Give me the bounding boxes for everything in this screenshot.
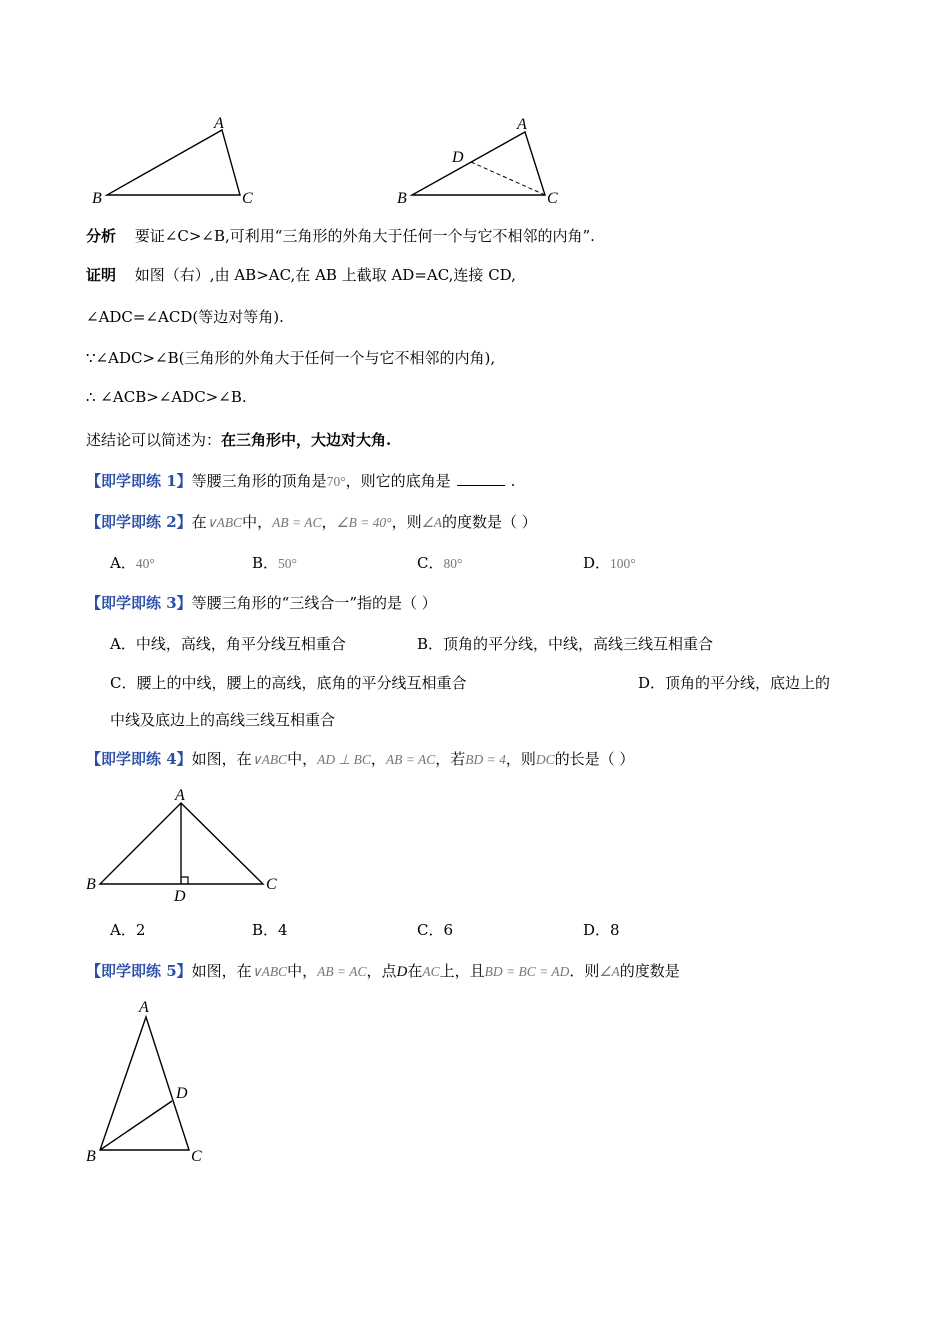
analysis-text: 要证∠C>∠B,可利用“三角形的外角大于任何一个与它不相邻的内角”. <box>134 227 595 245</box>
exercise-3-option-d[interactable]: D．顶角的平分线，底边上的 <box>638 674 831 692</box>
exercise-4-target: DC <box>535 752 555 767</box>
exercise-3-option-c[interactable]: C．腰上的中线，腰上的高线，底角的平分线互相重合 <box>110 674 467 692</box>
fig2-label-d: D <box>452 149 464 166</box>
exercise-4-text: 如图，在 <box>191 750 252 768</box>
exercise-2-condition-2: ∠B = 40° <box>336 515 392 530</box>
exercise-3-option-b[interactable]: B．顶角的平分线，中线，高线三线互相重合 <box>417 635 714 653</box>
fig2-label-c: C <box>547 190 558 207</box>
exercise-4-text: 中， <box>287 750 318 768</box>
exercise-1-tag: 【即学即练 1】 <box>86 472 192 490</box>
proof-text-1: 如图（右）,由 AB>AC,在 AB 上截取 AD=AC,连接 CD, <box>134 266 516 284</box>
exercise-1-end: . <box>510 472 516 490</box>
option-value: 40° <box>135 556 155 571</box>
exercise-3-tag: 【即学即练 3】 <box>86 594 192 612</box>
exercise-5-triangle: ∨ABC <box>251 964 288 979</box>
exercise-4-text: ， <box>370 750 386 768</box>
option-value: 2 <box>135 921 146 939</box>
option-value: 4 <box>278 921 288 939</box>
exercise-2-text: 在 <box>191 513 207 531</box>
exercise-2-tag: 【即学即练 2】 <box>86 513 192 531</box>
exercise-3-option-d-cont: 中线及底边上的高线三线互相重合 <box>110 711 336 729</box>
option-value: 50° <box>278 556 297 571</box>
exercise-4-text: ，则 <box>505 750 536 768</box>
fig3-label-b: B <box>86 876 96 893</box>
exercise-5-text: ，点 <box>366 962 397 980</box>
option-label: A． <box>110 554 136 572</box>
exercise-2-target: ∠A <box>421 515 442 530</box>
option-value: 100° <box>610 556 636 571</box>
exercise-5-segment: AC <box>422 964 440 979</box>
exercise-5-text: ．则 <box>569 962 600 980</box>
exercise-5-condition-1: AB = AC <box>317 964 367 979</box>
option-label: C． <box>417 554 444 572</box>
fig3-label-c: C <box>266 876 277 893</box>
exercise-4-triangle: ∨ABC <box>251 752 288 767</box>
fig2-label-b: B <box>397 190 407 207</box>
proof-line-4: ∴ ∠ACB>∠ADC>∠B. <box>86 388 247 406</box>
exercise-5-target: ∠A <box>599 964 620 979</box>
conclusion-prefix: 述结论可以简述为： <box>86 431 222 449</box>
option-label: B． <box>252 921 279 939</box>
exercise-5-text: 在 <box>407 962 423 980</box>
exercise-5-text: 上，且 <box>439 962 485 980</box>
exercise-4-condition-2: AB = AC <box>385 752 436 767</box>
proof-line-3: ∵∠ADC>∠B(三角形的外角大于任何一个与它不相邻的内角), <box>86 349 496 367</box>
proof-line-2: ∠ADC=∠ACD(等边对等角). <box>86 308 284 326</box>
exercise-2-condition-1: AB = AC <box>272 515 322 530</box>
option-label: D． <box>583 554 611 572</box>
fig4-label-d: D <box>176 1085 188 1102</box>
exercise-4-tag: 【即学即练 4】 <box>86 750 192 768</box>
fig3-label-d: D <box>174 888 186 905</box>
fig1-label-b: B <box>92 190 102 207</box>
option-label: C． <box>417 921 444 939</box>
exercise-1-angle: 70° <box>326 474 346 489</box>
exercise-4-text: ，若 <box>435 750 466 768</box>
option-value: 80° <box>443 556 463 571</box>
option-label: A． <box>110 921 136 939</box>
option-value: 6 <box>443 921 454 939</box>
exercise-3-text: 等腰三角形的“三线合一”指的是（ ） <box>191 594 437 612</box>
option-value: 8 <box>610 921 620 939</box>
exercise-4-text: 的长是（ ） <box>554 750 635 768</box>
proof-label: 证明 <box>86 266 117 284</box>
exercise-2-text: ，则 <box>391 513 422 531</box>
exercise-1-text: 等腰三角形的顶角是 <box>191 472 327 490</box>
exercise-1-text2: ，则它的底角是 <box>345 472 451 490</box>
fig4-label-c: C <box>191 1148 202 1165</box>
exercise-5-tag: 【即学即练 5】 <box>86 962 192 980</box>
fig4-label-a: A <box>139 999 149 1016</box>
fig2-label-a: A <box>517 116 527 133</box>
conclusion-bold: 在三角形中，大边对大角. <box>221 431 392 449</box>
exercise-5-point: D <box>396 964 408 980</box>
exercise-3-option-a[interactable]: A．中线，高线，角平分线互相重合 <box>110 635 346 653</box>
option-label: D． <box>583 921 611 939</box>
exercise-5-text: 的度数是 <box>619 962 680 980</box>
exercise-4-condition-3: BD = 4 <box>465 752 506 767</box>
fig1-label-c: C <box>242 190 253 207</box>
analysis-label: 分析 <box>86 227 117 245</box>
option-label: B． <box>252 554 279 572</box>
exercise-5-text: 中， <box>287 962 318 980</box>
fig1-label-a: A <box>214 115 224 132</box>
fig3-label-a: A <box>175 787 185 804</box>
exercise-4-condition-1: AD ⊥ BC <box>317 752 371 767</box>
exercise-2-triangle: ∨ABC <box>206 515 243 530</box>
exercise-5-text: 如图，在 <box>191 962 252 980</box>
exercise-5-condition-2: BD = BC = AD <box>484 964 570 979</box>
exercise-2-text: ， <box>321 513 337 531</box>
exercise-2-text: 的度数是（ ） <box>441 513 537 531</box>
fig4-label-b: B <box>86 1148 96 1165</box>
exercise-2-text: 中， <box>242 513 273 531</box>
